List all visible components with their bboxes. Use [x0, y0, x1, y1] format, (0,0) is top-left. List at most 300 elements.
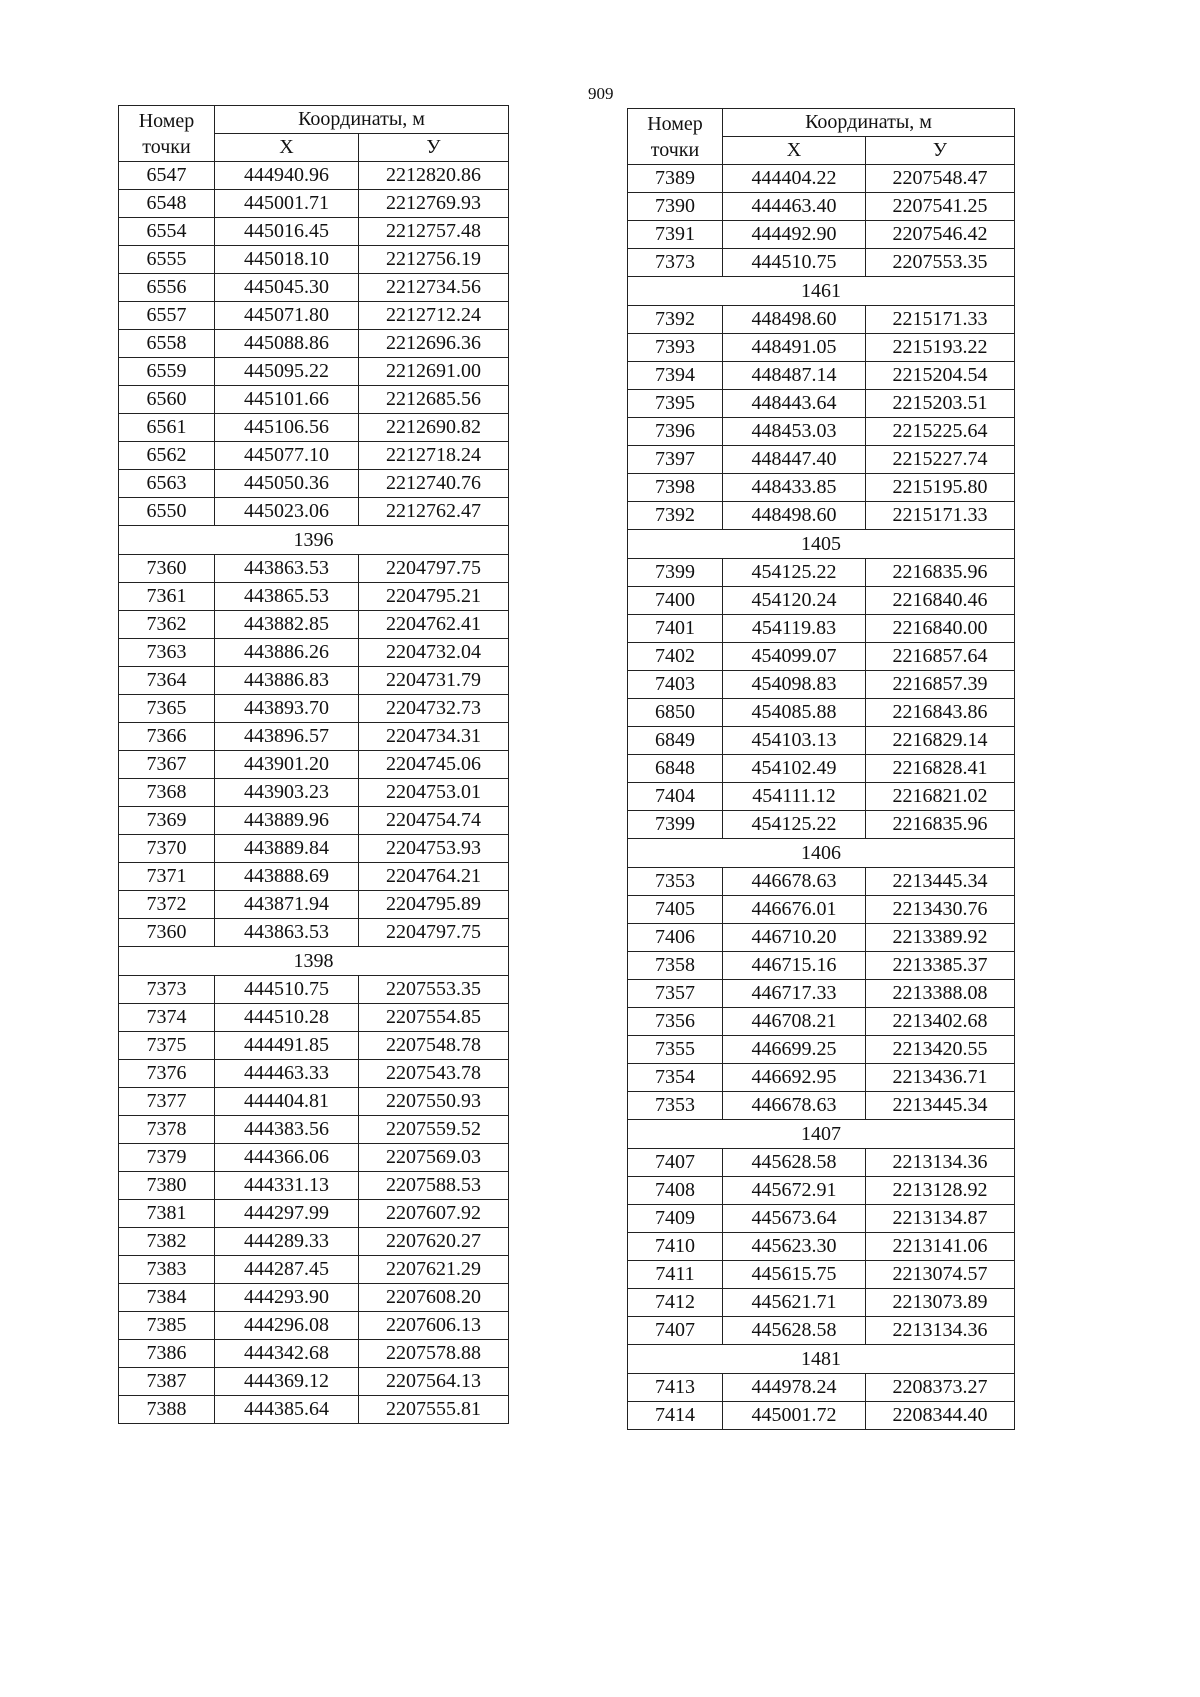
y-coordinate-cell: 2212718.24 — [359, 442, 509, 470]
section-number: 1406 — [628, 839, 1015, 868]
point-number-cell: 7362 — [119, 611, 215, 639]
x-coordinate-cell: 444404.22 — [723, 165, 866, 193]
table-row — [119, 386, 509, 414]
point-number-cell: 7400 — [628, 587, 723, 615]
x-coordinate-cell: 444383.56 — [215, 1116, 359, 1144]
table-row — [119, 1172, 509, 1200]
x-coordinate-cell: 445615.75 — [723, 1261, 866, 1289]
point-number-cell: 6850 — [628, 699, 723, 727]
point-number-cell: 7387 — [119, 1368, 215, 1396]
x-coordinate-cell: 443903.23 — [215, 779, 359, 807]
y-coordinate-cell: 2204797.75 — [359, 919, 509, 947]
table-row — [628, 811, 1015, 839]
y-coordinate-cell: 2213074.57 — [866, 1261, 1015, 1289]
y-coordinate-cell: 2204731.79 — [359, 667, 509, 695]
table-row — [628, 1261, 1015, 1289]
y-coordinate-cell: 2204754.74 — [359, 807, 509, 835]
x-coordinate-cell: 444463.40 — [723, 193, 866, 221]
y-coordinate-cell: 2215225.64 — [866, 418, 1015, 446]
point-number-cell: 6559 — [119, 358, 215, 386]
point-number-cell: 7401 — [628, 615, 723, 643]
y-coordinate-cell: 2204753.93 — [359, 835, 509, 863]
point-number-cell: 7414 — [628, 1402, 723, 1430]
x-coordinate-cell: 445045.30 — [215, 274, 359, 302]
coordinates-table-right — [627, 108, 1015, 1430]
x-coordinate-cell: 444404.81 — [215, 1088, 359, 1116]
y-coordinate-cell: 2207541.25 — [866, 193, 1015, 221]
y-coordinate-cell: 2204762.41 — [359, 611, 509, 639]
y-coordinate-cell: 2204732.04 — [359, 639, 509, 667]
y-coordinate-cell: 2207548.78 — [359, 1032, 509, 1060]
x-coordinate-cell: 454103.13 — [723, 727, 866, 755]
y-coordinate-cell: 2212769.93 — [359, 190, 509, 218]
y-coordinate-cell: 2204732.73 — [359, 695, 509, 723]
x-coordinate-cell: 443889.84 — [215, 835, 359, 863]
point-number-cell: 7372 — [119, 891, 215, 919]
x-coordinate-cell: 443889.96 — [215, 807, 359, 835]
point-number-header: Номер точки — [119, 106, 215, 162]
y-coordinate-cell: 2213430.76 — [866, 896, 1015, 924]
y-coordinate-cell: 2207606.13 — [359, 1312, 509, 1340]
point-number-cell: 7379 — [119, 1144, 215, 1172]
x-coordinate-cell: 444940.96 — [215, 162, 359, 190]
table-row — [119, 976, 509, 1004]
point-number-cell: 6550 — [119, 498, 215, 526]
point-number-cell: 7380 — [119, 1172, 215, 1200]
point-number-cell: 7412 — [628, 1289, 723, 1317]
y-coordinate-cell: 2204753.01 — [359, 779, 509, 807]
y-coordinate-cell: 2212690.82 — [359, 414, 509, 442]
point-number-cell: 7399 — [628, 559, 723, 587]
x-coordinate-cell: 448443.64 — [723, 390, 866, 418]
x-coordinate-cell: 448498.60 — [723, 502, 866, 530]
y-coordinate-cell: 2216835.96 — [866, 811, 1015, 839]
x-coordinate-cell: 446710.20 — [723, 924, 866, 952]
point-number-cell: 7404 — [628, 783, 723, 811]
point-number-cell: 7392 — [628, 502, 723, 530]
point-number-cell: 7395 — [628, 390, 723, 418]
table-row — [628, 446, 1015, 474]
table-row — [628, 783, 1015, 811]
section-row — [119, 947, 509, 976]
x-coordinate-cell: 445628.58 — [723, 1149, 866, 1177]
x-coordinate-cell: 448487.14 — [723, 362, 866, 390]
x-coordinate-cell: 445071.80 — [215, 302, 359, 330]
x-coordinate-cell: 445088.86 — [215, 330, 359, 358]
y-coordinate-cell: 2207564.13 — [359, 1368, 509, 1396]
table-row — [628, 952, 1015, 980]
point-number-cell: 6556 — [119, 274, 215, 302]
y-coordinate-cell: 2215204.54 — [866, 362, 1015, 390]
y-coordinate-cell: 2204745.06 — [359, 751, 509, 779]
x-coordinate-cell: 443865.53 — [215, 583, 359, 611]
y-coordinate-cell: 2204795.89 — [359, 891, 509, 919]
x-coordinate-cell: 444287.45 — [215, 1256, 359, 1284]
table-row — [119, 1004, 509, 1032]
y-coordinate-cell: 2212757.48 — [359, 218, 509, 246]
y-coordinate-cell: 2213128.92 — [866, 1177, 1015, 1205]
x-coordinate-cell: 446692.95 — [723, 1064, 866, 1092]
table-row — [628, 1149, 1015, 1177]
point-number-header: Номер точки — [628, 109, 723, 165]
point-number-cell: 6562 — [119, 442, 215, 470]
table-row — [119, 667, 509, 695]
point-number-cell: 7406 — [628, 924, 723, 952]
x-coordinate-cell: 444296.08 — [215, 1312, 359, 1340]
x-coordinate-cell: 445077.10 — [215, 442, 359, 470]
point-number-cell: 7382 — [119, 1228, 215, 1256]
table-row — [119, 162, 509, 190]
x-coordinate-cell: 454125.22 — [723, 559, 866, 587]
point-number-cell: 7363 — [119, 639, 215, 667]
point-number-cell: 7410 — [628, 1233, 723, 1261]
table-row — [119, 695, 509, 723]
point-number-cell: 7369 — [119, 807, 215, 835]
point-number-cell: 7370 — [119, 835, 215, 863]
table-row — [119, 639, 509, 667]
table-row — [628, 1289, 1015, 1317]
x-coordinate-cell: 444491.85 — [215, 1032, 359, 1060]
y-coordinate-cell: 2215195.80 — [866, 474, 1015, 502]
table-row — [628, 474, 1015, 502]
x-coordinate-cell: 444978.24 — [723, 1374, 866, 1402]
table-row — [628, 362, 1015, 390]
point-number-cell: 7365 — [119, 695, 215, 723]
x-column-header: X — [723, 137, 866, 165]
table-row — [119, 274, 509, 302]
point-number-cell: 7405 — [628, 896, 723, 924]
point-number-cell: 7407 — [628, 1317, 723, 1345]
y-coordinate-cell: 2213436.71 — [866, 1064, 1015, 1092]
y-coordinate-cell: 2207553.35 — [359, 976, 509, 1004]
x-coordinate-cell: 444510.75 — [215, 976, 359, 1004]
point-number-cell: 7397 — [628, 446, 723, 474]
table-row — [119, 442, 509, 470]
point-number-cell: 7393 — [628, 334, 723, 362]
x-coordinate-cell: 454119.83 — [723, 615, 866, 643]
table-row — [119, 358, 509, 386]
point-number-cell: 6557 — [119, 302, 215, 330]
y-column-header: У — [866, 137, 1015, 165]
table-row — [119, 1032, 509, 1060]
coordinates-header: Координаты, м — [215, 106, 509, 134]
table-header — [119, 106, 509, 162]
y-coordinate-cell: 2213445.34 — [866, 1092, 1015, 1120]
point-number-cell: 7358 — [628, 952, 723, 980]
y-coordinate-cell: 2213073.89 — [866, 1289, 1015, 1317]
x-coordinate-cell: 445672.91 — [723, 1177, 866, 1205]
y-coordinate-cell: 2212740.76 — [359, 470, 509, 498]
point-number-cell: 7371 — [119, 863, 215, 891]
table-row — [628, 671, 1015, 699]
x-coordinate-cell: 446678.63 — [723, 1092, 866, 1120]
x-coordinate-cell: 444342.68 — [215, 1340, 359, 1368]
table-row — [119, 611, 509, 639]
y-coordinate-cell: 2213134.36 — [866, 1317, 1015, 1345]
table-row — [628, 755, 1015, 783]
x-coordinate-cell: 445050.36 — [215, 470, 359, 498]
x-coordinate-cell: 446699.25 — [723, 1036, 866, 1064]
x-coordinate-cell: 445095.22 — [215, 358, 359, 386]
y-coordinate-cell: 2212685.56 — [359, 386, 509, 414]
table-row — [628, 699, 1015, 727]
x-coordinate-cell: 446676.01 — [723, 896, 866, 924]
x-coordinate-cell: 443863.53 — [215, 919, 359, 947]
x-coordinate-cell: 443901.20 — [215, 751, 359, 779]
point-number-cell: 7354 — [628, 1064, 723, 1092]
x-coordinate-cell: 445001.72 — [723, 1402, 866, 1430]
section-number: 1405 — [628, 530, 1015, 559]
table-row — [119, 1228, 509, 1256]
x-coordinate-cell: 444385.64 — [215, 1396, 359, 1424]
x-coordinate-cell: 445621.71 — [723, 1289, 866, 1317]
x-coordinate-cell: 445623.30 — [723, 1233, 866, 1261]
table-row — [119, 1088, 509, 1116]
x-coordinate-cell: 444510.75 — [723, 249, 866, 277]
x-coordinate-cell: 448491.05 — [723, 334, 866, 362]
y-coordinate-cell: 2215171.33 — [866, 306, 1015, 334]
table-row — [628, 1205, 1015, 1233]
y-coordinate-cell: 2212696.36 — [359, 330, 509, 358]
point-number-cell: 7403 — [628, 671, 723, 699]
x-coordinate-cell: 444463.33 — [215, 1060, 359, 1088]
y-coordinate-cell: 2213420.55 — [866, 1036, 1015, 1064]
x-column-header: X — [215, 134, 359, 162]
table-row — [119, 1144, 509, 1172]
x-coordinate-cell: 444293.90 — [215, 1284, 359, 1312]
y-coordinate-cell: 2207620.27 — [359, 1228, 509, 1256]
point-number-cell: 6547 — [119, 162, 215, 190]
point-number-cell: 7375 — [119, 1032, 215, 1060]
table-row — [628, 924, 1015, 952]
x-coordinate-cell: 448453.03 — [723, 418, 866, 446]
section-row — [628, 530, 1015, 559]
table-row — [628, 502, 1015, 530]
y-coordinate-cell: 2213388.08 — [866, 980, 1015, 1008]
x-coordinate-cell: 444492.90 — [723, 221, 866, 249]
table-row — [119, 1256, 509, 1284]
point-number-cell: 7360 — [119, 919, 215, 947]
point-number-cell: 7374 — [119, 1004, 215, 1032]
y-coordinate-cell: 2213134.87 — [866, 1205, 1015, 1233]
table-row — [119, 470, 509, 498]
section-number: 1398 — [119, 947, 509, 976]
x-coordinate-cell: 446715.16 — [723, 952, 866, 980]
y-coordinate-cell: 2215203.51 — [866, 390, 1015, 418]
table-row — [628, 1177, 1015, 1205]
coordinates-table-left — [118, 105, 509, 1424]
y-coordinate-cell: 2207554.85 — [359, 1004, 509, 1032]
table-row — [628, 193, 1015, 221]
point-number-cell: 6548 — [119, 190, 215, 218]
table-row — [628, 1036, 1015, 1064]
y-column-header: У — [359, 134, 509, 162]
table-row — [119, 1060, 509, 1088]
point-number-cell: 7357 — [628, 980, 723, 1008]
y-coordinate-cell: 2215227.74 — [866, 446, 1015, 474]
x-coordinate-cell: 444297.99 — [215, 1200, 359, 1228]
table-body — [628, 165, 1015, 1430]
table-row — [628, 868, 1015, 896]
table-row — [119, 218, 509, 246]
table-row — [628, 1092, 1015, 1120]
point-number-cell: 6848 — [628, 755, 723, 783]
table-row — [628, 980, 1015, 1008]
y-coordinate-cell: 2212712.24 — [359, 302, 509, 330]
y-coordinate-cell: 2212820.86 — [359, 162, 509, 190]
x-coordinate-cell: 443893.70 — [215, 695, 359, 723]
section-row — [628, 277, 1015, 306]
y-coordinate-cell: 2212762.47 — [359, 498, 509, 526]
section-row — [119, 526, 509, 555]
x-coordinate-cell: 444289.33 — [215, 1228, 359, 1256]
y-coordinate-cell: 2207608.20 — [359, 1284, 509, 1312]
x-coordinate-cell: 443888.69 — [215, 863, 359, 891]
y-coordinate-cell: 2216840.46 — [866, 587, 1015, 615]
point-number-cell: 7360 — [119, 555, 215, 583]
y-coordinate-cell: 2207607.92 — [359, 1200, 509, 1228]
y-coordinate-cell: 2216821.02 — [866, 783, 1015, 811]
section-number: 1407 — [628, 1120, 1015, 1149]
table-row — [119, 779, 509, 807]
table-row — [628, 1233, 1015, 1261]
point-number-cell: 7409 — [628, 1205, 723, 1233]
x-coordinate-cell: 443886.83 — [215, 667, 359, 695]
x-coordinate-cell: 445018.10 — [215, 246, 359, 274]
table-row — [628, 1402, 1015, 1430]
table-row — [628, 727, 1015, 755]
table-row — [628, 306, 1015, 334]
section-number: 1461 — [628, 277, 1015, 306]
section-row — [628, 839, 1015, 868]
table-row — [119, 583, 509, 611]
point-number-cell: 6555 — [119, 246, 215, 274]
x-coordinate-cell: 445001.71 — [215, 190, 359, 218]
y-coordinate-cell: 2207559.52 — [359, 1116, 509, 1144]
point-number-cell: 7353 — [628, 1092, 723, 1120]
point-number-cell: 7355 — [628, 1036, 723, 1064]
point-number-cell: 7391 — [628, 221, 723, 249]
y-coordinate-cell: 2213141.06 — [866, 1233, 1015, 1261]
x-coordinate-cell: 445016.45 — [215, 218, 359, 246]
y-coordinate-cell: 2208373.27 — [866, 1374, 1015, 1402]
table-row — [119, 919, 509, 947]
point-number-cell: 6558 — [119, 330, 215, 358]
table-header — [628, 109, 1015, 165]
x-coordinate-cell: 454098.83 — [723, 671, 866, 699]
point-number-cell: 7384 — [119, 1284, 215, 1312]
y-coordinate-cell: 2213445.34 — [866, 868, 1015, 896]
table-row — [119, 1368, 509, 1396]
x-coordinate-cell: 443886.26 — [215, 639, 359, 667]
y-coordinate-cell: 2212734.56 — [359, 274, 509, 302]
y-coordinate-cell: 2213134.36 — [866, 1149, 1015, 1177]
x-coordinate-cell: 454111.12 — [723, 783, 866, 811]
point-number-cell: 7366 — [119, 723, 215, 751]
point-number-cell: 7389 — [628, 165, 723, 193]
table-row — [119, 891, 509, 919]
y-coordinate-cell: 2207546.42 — [866, 221, 1015, 249]
x-coordinate-cell: 445628.58 — [723, 1317, 866, 1345]
x-coordinate-cell: 443882.85 — [215, 611, 359, 639]
point-number-cell: 6563 — [119, 470, 215, 498]
x-coordinate-cell: 443863.53 — [215, 555, 359, 583]
y-coordinate-cell: 2215171.33 — [866, 502, 1015, 530]
section-row — [628, 1345, 1015, 1374]
table-row — [119, 302, 509, 330]
point-number-cell: 7381 — [119, 1200, 215, 1228]
point-number-cell: 7408 — [628, 1177, 723, 1205]
x-coordinate-cell: 448447.40 — [723, 446, 866, 474]
x-coordinate-cell: 454102.49 — [723, 755, 866, 783]
x-coordinate-cell: 446717.33 — [723, 980, 866, 1008]
point-number-cell: 7378 — [119, 1116, 215, 1144]
table-row — [628, 1064, 1015, 1092]
x-coordinate-cell: 446708.21 — [723, 1008, 866, 1036]
point-number-cell: 7377 — [119, 1088, 215, 1116]
point-number-cell: 7373 — [119, 976, 215, 1004]
y-coordinate-cell: 2216829.14 — [866, 727, 1015, 755]
table-row — [628, 249, 1015, 277]
point-number-cell: 7390 — [628, 193, 723, 221]
point-number-cell: 7373 — [628, 249, 723, 277]
table-row — [119, 1116, 509, 1144]
point-number-cell: 6849 — [628, 727, 723, 755]
point-number-cell: 7367 — [119, 751, 215, 779]
coordinates-header: Координаты, м — [723, 109, 1015, 137]
point-number-cell: 6561 — [119, 414, 215, 442]
y-coordinate-cell: 2204764.21 — [359, 863, 509, 891]
table-row — [119, 1200, 509, 1228]
y-coordinate-cell: 2213402.68 — [866, 1008, 1015, 1036]
point-number-cell: 7407 — [628, 1149, 723, 1177]
x-coordinate-cell: 444510.28 — [215, 1004, 359, 1032]
point-number-cell: 7383 — [119, 1256, 215, 1284]
table-row — [119, 414, 509, 442]
table-row — [628, 1317, 1015, 1345]
x-coordinate-cell: 448433.85 — [723, 474, 866, 502]
y-coordinate-cell: 2207555.81 — [359, 1396, 509, 1424]
table-row — [119, 751, 509, 779]
y-coordinate-cell: 2204734.31 — [359, 723, 509, 751]
y-coordinate-cell: 2216857.39 — [866, 671, 1015, 699]
table-row — [119, 1312, 509, 1340]
page-number: 909 — [588, 84, 614, 103]
table-row — [628, 334, 1015, 362]
x-coordinate-cell: 454099.07 — [723, 643, 866, 671]
x-coordinate-cell: 448498.60 — [723, 306, 866, 334]
point-number-cell: 7368 — [119, 779, 215, 807]
point-number-cell: 7376 — [119, 1060, 215, 1088]
point-number-cell: 7411 — [628, 1261, 723, 1289]
x-coordinate-cell: 444369.12 — [215, 1368, 359, 1396]
table-row — [119, 1284, 509, 1312]
section-row — [628, 1120, 1015, 1149]
table-row — [628, 615, 1015, 643]
y-coordinate-cell: 2207588.53 — [359, 1172, 509, 1200]
point-number-cell: 6560 — [119, 386, 215, 414]
y-coordinate-cell: 2208344.40 — [866, 1402, 1015, 1430]
y-coordinate-cell: 2204795.21 — [359, 583, 509, 611]
point-number-cell: 7361 — [119, 583, 215, 611]
table-row — [628, 559, 1015, 587]
table-row — [119, 1396, 509, 1424]
table-row — [119, 190, 509, 218]
table-row — [119, 863, 509, 891]
table-body — [119, 162, 509, 1424]
x-coordinate-cell: 443871.94 — [215, 891, 359, 919]
y-coordinate-cell: 2207543.78 — [359, 1060, 509, 1088]
